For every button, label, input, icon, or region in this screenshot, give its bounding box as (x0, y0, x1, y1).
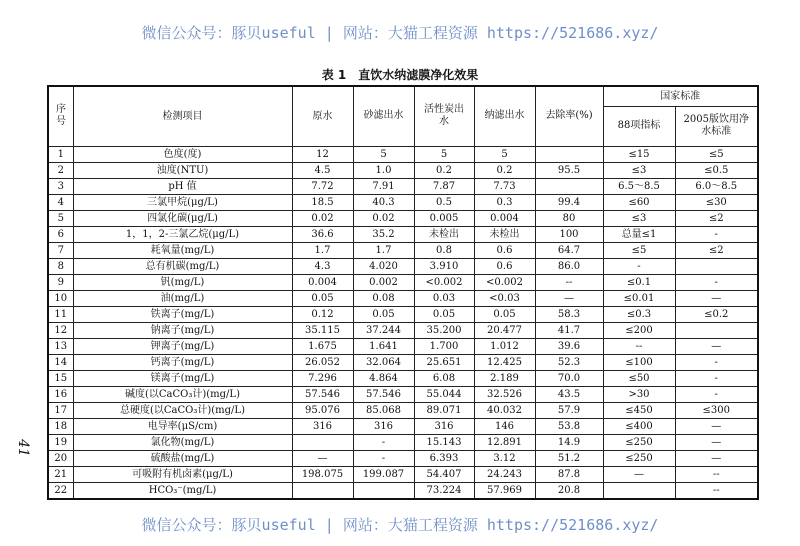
cell-std-88: ≤250 (603, 434, 675, 450)
cell-carbon: 35.200 (414, 322, 474, 338)
cell-std-88: — (603, 466, 675, 482)
table-row (48, 418, 758, 434)
cell-nanofilter: 40.032 (474, 402, 535, 418)
cell-sand-filter: - (353, 450, 414, 466)
table-row (48, 226, 758, 242)
table-row (48, 242, 758, 258)
cell-sand-filter: 1.0 (353, 162, 414, 178)
cell-sand-filter: 85.068 (353, 402, 414, 418)
cell-nanofilter: 0.2 (474, 162, 535, 178)
cell-raw (292, 434, 353, 450)
cell-removal-rate: 51.2 (535, 450, 603, 466)
cell-carbon: 0.2 (414, 162, 474, 178)
cell-raw: 4.5 (292, 162, 353, 178)
cell-item: 可吸附有机卤素(μg/L) (73, 466, 292, 482)
table-row (48, 370, 758, 386)
table-row (48, 162, 758, 178)
table-title: 表 1 直饮水纳滤膜净化效果 (321, 68, 479, 82)
table-row (48, 194, 758, 210)
cell-carbon: 5 (414, 146, 474, 162)
header-raw: 原水 (292, 86, 353, 146)
cell-raw (292, 482, 353, 499)
cell-sand-filter: 37.244 (353, 322, 414, 338)
cell-carbon: 54.407 (414, 466, 474, 482)
cell-std-88: ≤200 (603, 322, 675, 338)
cell-removal-rate: 86.0 (535, 258, 603, 274)
cell-nanofilter: 0.05 (474, 306, 535, 322)
cell-removal-rate: 99.4 (535, 194, 603, 210)
cell-carbon: 1.700 (414, 338, 474, 354)
cell-nanofilter: 12.425 (474, 354, 535, 370)
cell-item: 四氯化碳(μg/L) (73, 210, 292, 226)
cell-std-88: ≤100 (603, 354, 675, 370)
cell-raw: 1.7 (292, 242, 353, 258)
cell-nanofilter: 32.526 (474, 386, 535, 402)
cell-raw: 198.075 (292, 466, 353, 482)
table-row (48, 258, 758, 274)
cell-item: 钒(mg/L) (73, 274, 292, 290)
cell-item: 总有机碳(mg/L) (73, 258, 292, 274)
cell-item: 色度(度) (73, 146, 292, 162)
cell-nanofilter: 146 (474, 418, 535, 434)
cell-std-2005: ≤2 (675, 242, 758, 258)
cell-std-88: ≤250 (603, 450, 675, 466)
cell-std-88: ≤400 (603, 418, 675, 434)
table-row (48, 306, 758, 322)
cell-seq: 19 (48, 434, 73, 450)
cell-item: 浊度(NTU) (73, 162, 292, 178)
cell-item: HCO₃⁻(mg/L) (73, 482, 292, 499)
cell-carbon: 7.87 (414, 178, 474, 194)
watermark-bottom: 微信公众号：豚贝useful | 网站：大猫工程资源 https://521686.xyz/ (141, 516, 659, 534)
table-row (48, 402, 758, 418)
table-row (48, 386, 758, 402)
table-row (48, 146, 758, 162)
cell-std-2005: — (675, 450, 758, 466)
cell-raw: 95.076 (292, 402, 353, 418)
cell-raw: 0.02 (292, 210, 353, 226)
cell-carbon: 0.5 (414, 194, 474, 210)
cell-std-2005: ≤300 (675, 402, 758, 418)
header-carbon: 活性炭出水 (414, 86, 474, 146)
cell-raw: 35.115 (292, 322, 353, 338)
cell-seq: 7 (48, 242, 73, 258)
header-seq: 序号 (48, 86, 73, 146)
cell-std-88: -- (603, 338, 675, 354)
cell-raw: 0.05 (292, 290, 353, 306)
cell-seq: 3 (48, 178, 73, 194)
cell-seq: 21 (48, 466, 73, 482)
cell-seq: 4 (48, 194, 73, 210)
cell-item: 钾离子(mg/L) (73, 338, 292, 354)
cell-seq: 18 (48, 418, 73, 434)
table-row (48, 450, 758, 466)
cell-std-88: 总量≤1 (603, 226, 675, 242)
cell-std-88: >30 (603, 386, 675, 402)
cell-carbon: 15.143 (414, 434, 474, 450)
cell-item: 镁离子(mg/L) (73, 370, 292, 386)
header-sand: 砂滤出水 (353, 86, 414, 146)
cell-nanofilter: 2.189 (474, 370, 535, 386)
cell-std-88: 6.5～8.5 (603, 178, 675, 194)
cell-item: 三氯甲烷(μg/L) (73, 194, 292, 210)
table-row (48, 354, 758, 370)
cell-removal-rate: 39.6 (535, 338, 603, 354)
cell-std-88: ≤0.3 (603, 306, 675, 322)
cell-std-2005: ≤30 (675, 194, 758, 210)
cell-std-2005: ≤2 (675, 210, 758, 226)
cell-carbon: 25.651 (414, 354, 474, 370)
table-row (48, 290, 758, 306)
cell-std-2005 (675, 258, 758, 274)
cell-carbon: 6.08 (414, 370, 474, 386)
cell-carbon: 0.8 (414, 242, 474, 258)
cell-nanofilter: <0.03 (474, 290, 535, 306)
cell-raw: 57.546 (292, 386, 353, 402)
cell-sand-filter: 4.020 (353, 258, 414, 274)
table-row (48, 274, 758, 290)
cell-item: 电导率(μS/cm) (73, 418, 292, 434)
cell-nanofilter: 7.73 (474, 178, 535, 194)
cell-seq: 8 (48, 258, 73, 274)
cell-seq: 14 (48, 354, 73, 370)
cell-std-2005: - (675, 226, 758, 242)
cell-raw: 1.675 (292, 338, 353, 354)
cell-seq: 15 (48, 370, 73, 386)
cell-std-2005: — (675, 290, 758, 306)
cell-raw: 7.72 (292, 178, 353, 194)
table-row (48, 482, 758, 499)
cell-carbon: 6.393 (414, 450, 474, 466)
cell-removal-rate: — (535, 290, 603, 306)
cell-carbon: 89.071 (414, 402, 474, 418)
cell-nanofilter: 0.004 (474, 210, 535, 226)
purification-table (47, 85, 759, 500)
cell-sand-filter: 4.864 (353, 370, 414, 386)
cell-nanofilter: 20.477 (474, 322, 535, 338)
cell-removal-rate: 41.7 (535, 322, 603, 338)
cell-std-88: ≤15 (603, 146, 675, 162)
cell-raw: 0.004 (292, 274, 353, 290)
cell-removal-rate: -- (535, 274, 603, 290)
cell-std-2005: - (675, 370, 758, 386)
cell-removal-rate: 80 (535, 210, 603, 226)
watermark-top: 微信公众号：豚贝useful | 网站：大猫工程资源 https://521686.xyz/ (141, 24, 659, 42)
cell-seq: 20 (48, 450, 73, 466)
cell-nanofilter: 57.969 (474, 482, 535, 499)
cell-item: 铁离子(mg/L) (73, 306, 292, 322)
cell-sand-filter: 0.08 (353, 290, 414, 306)
cell-std-2005: - (675, 386, 758, 402)
cell-std-2005: — (675, 338, 758, 354)
header-nano: 纳滤出水 (474, 86, 535, 146)
cell-sand-filter: 0.02 (353, 210, 414, 226)
cell-seq: 5 (48, 210, 73, 226)
table-row (48, 210, 758, 226)
cell-carbon: 3.910 (414, 258, 474, 274)
cell-std-2005: -- (675, 482, 758, 499)
cell-std-88: ≤450 (603, 402, 675, 418)
cell-std-88: ≤5 (603, 242, 675, 258)
cell-raw: 26.052 (292, 354, 353, 370)
cell-std-2005: ≤0.5 (675, 162, 758, 178)
cell-sand-filter (353, 482, 414, 499)
cell-sand-filter: - (353, 434, 414, 450)
cell-carbon: 55.044 (414, 386, 474, 402)
cell-carbon: 0.03 (414, 290, 474, 306)
cell-sand-filter: 35.2 (353, 226, 414, 242)
cell-removal-rate: 58.3 (535, 306, 603, 322)
cell-std-88: ≤60 (603, 194, 675, 210)
cell-std-88: ≤0.01 (603, 290, 675, 306)
cell-nanofilter: 3.12 (474, 450, 535, 466)
cell-item: 碱度(以CaCO₃计)(mg/L) (73, 386, 292, 402)
cell-removal-rate (535, 178, 603, 194)
table-row (48, 434, 758, 450)
cell-item: 1，1，2-三氯乙烷(μg/L) (73, 226, 292, 242)
cell-raw: 0.12 (292, 306, 353, 322)
table-row (48, 466, 758, 482)
cell-seq: 1 (48, 146, 73, 162)
cell-removal-rate: 52.3 (535, 354, 603, 370)
cell-removal-rate: 43.5 (535, 386, 603, 402)
cell-carbon: 316 (414, 418, 474, 434)
cell-carbon: <0.002 (414, 274, 474, 290)
header-std2005: 2005版饮用净水标准 (675, 106, 758, 146)
cell-removal-rate: 100 (535, 226, 603, 242)
cell-item: 耗氧量(mg/L) (73, 242, 292, 258)
cell-nanofilter: 未检出 (474, 226, 535, 242)
cell-std-2005: 6.0～8.5 (675, 178, 758, 194)
cell-std-2005: ≤0.2 (675, 306, 758, 322)
cell-seq: 16 (48, 386, 73, 402)
cell-item: 油(mg/L) (73, 290, 292, 306)
cell-carbon: 0.005 (414, 210, 474, 226)
table-row (48, 338, 758, 354)
cell-std-88: ≤3 (603, 210, 675, 226)
cell-sand-filter: 0.002 (353, 274, 414, 290)
cell-nanofilter: <0.002 (474, 274, 535, 290)
cell-nanofilter: 0.6 (474, 258, 535, 274)
cell-sand-filter: 1.641 (353, 338, 414, 354)
cell-std-88: ≤0.1 (603, 274, 675, 290)
cell-item: 氯化物(mg/L) (73, 434, 292, 450)
cell-raw: 12 (292, 146, 353, 162)
cell-seq: 10 (48, 290, 73, 306)
table-row (48, 178, 758, 194)
cell-item: pH 值 (73, 178, 292, 194)
cell-seq: 2 (48, 162, 73, 178)
cell-carbon: 73.224 (414, 482, 474, 499)
page-number: 41 (14, 439, 31, 457)
cell-removal-rate: 95.5 (535, 162, 603, 178)
cell-nanofilter: 12.891 (474, 434, 535, 450)
cell-carbon: 未检出 (414, 226, 474, 242)
cell-item: 硫酸盐(mg/L) (73, 450, 292, 466)
cell-raw: 7.296 (292, 370, 353, 386)
header-std88: 88项指标 (603, 106, 675, 146)
cell-seq: 13 (48, 338, 73, 354)
cell-raw: — (292, 450, 353, 466)
cell-sand-filter: 40.3 (353, 194, 414, 210)
cell-sand-filter: 199.087 (353, 466, 414, 482)
cell-std-88: ≤50 (603, 370, 675, 386)
cell-sand-filter: 316 (353, 418, 414, 434)
cell-nanofilter: 1.012 (474, 338, 535, 354)
cell-removal-rate: 57.9 (535, 402, 603, 418)
header-item: 检测项目 (73, 86, 292, 146)
cell-raw: 316 (292, 418, 353, 434)
header-national: 国家标准 (603, 86, 758, 106)
cell-seq: 6 (48, 226, 73, 242)
cell-std-2005: — (675, 434, 758, 450)
cell-carbon: 0.05 (414, 306, 474, 322)
cell-std-2005: ≤5 (675, 146, 758, 162)
cell-removal-rate: 64.7 (535, 242, 603, 258)
cell-raw: 4.3 (292, 258, 353, 274)
cell-nanofilter: 0.6 (474, 242, 535, 258)
cell-seq: 17 (48, 402, 73, 418)
cell-std-88: ≤3 (603, 162, 675, 178)
cell-removal-rate: 14.9 (535, 434, 603, 450)
cell-raw: 18.5 (292, 194, 353, 210)
cell-raw: 36.6 (292, 226, 353, 242)
cell-std-2005: — (675, 418, 758, 434)
cell-seq: 9 (48, 274, 73, 290)
cell-removal-rate: 87.8 (535, 466, 603, 482)
cell-sand-filter: 1.7 (353, 242, 414, 258)
cell-removal-rate: 70.0 (535, 370, 603, 386)
table-row (48, 322, 758, 338)
cell-nanofilter: 24.243 (474, 466, 535, 482)
cell-sand-filter: 57.546 (353, 386, 414, 402)
cell-item: 总硬度(以CaCO₃计)(mg/L) (73, 402, 292, 418)
cell-seq: 11 (48, 306, 73, 322)
cell-sand-filter: 32.064 (353, 354, 414, 370)
cell-sand-filter: 5 (353, 146, 414, 162)
cell-nanofilter: 5 (474, 146, 535, 162)
cell-removal-rate: 20.8 (535, 482, 603, 499)
cell-std-2005: -- (675, 466, 758, 482)
cell-item: 钠离子(mg/L) (73, 322, 292, 338)
cell-seq: 22 (48, 482, 73, 499)
cell-removal-rate: 53.8 (535, 418, 603, 434)
cell-nanofilter: 0.3 (474, 194, 535, 210)
cell-std-88 (603, 482, 675, 499)
cell-removal-rate (535, 146, 603, 162)
cell-std-2005: - (675, 274, 758, 290)
cell-std-2005: - (675, 354, 758, 370)
cell-seq: 12 (48, 322, 73, 338)
cell-sand-filter: 0.05 (353, 306, 414, 322)
cell-std-2005 (675, 322, 758, 338)
header-removal: 去除率(%) (535, 86, 603, 146)
cell-item: 钙离子(mg/L) (73, 354, 292, 370)
cell-std-88: - (603, 258, 675, 274)
cell-sand-filter: 7.91 (353, 178, 414, 194)
